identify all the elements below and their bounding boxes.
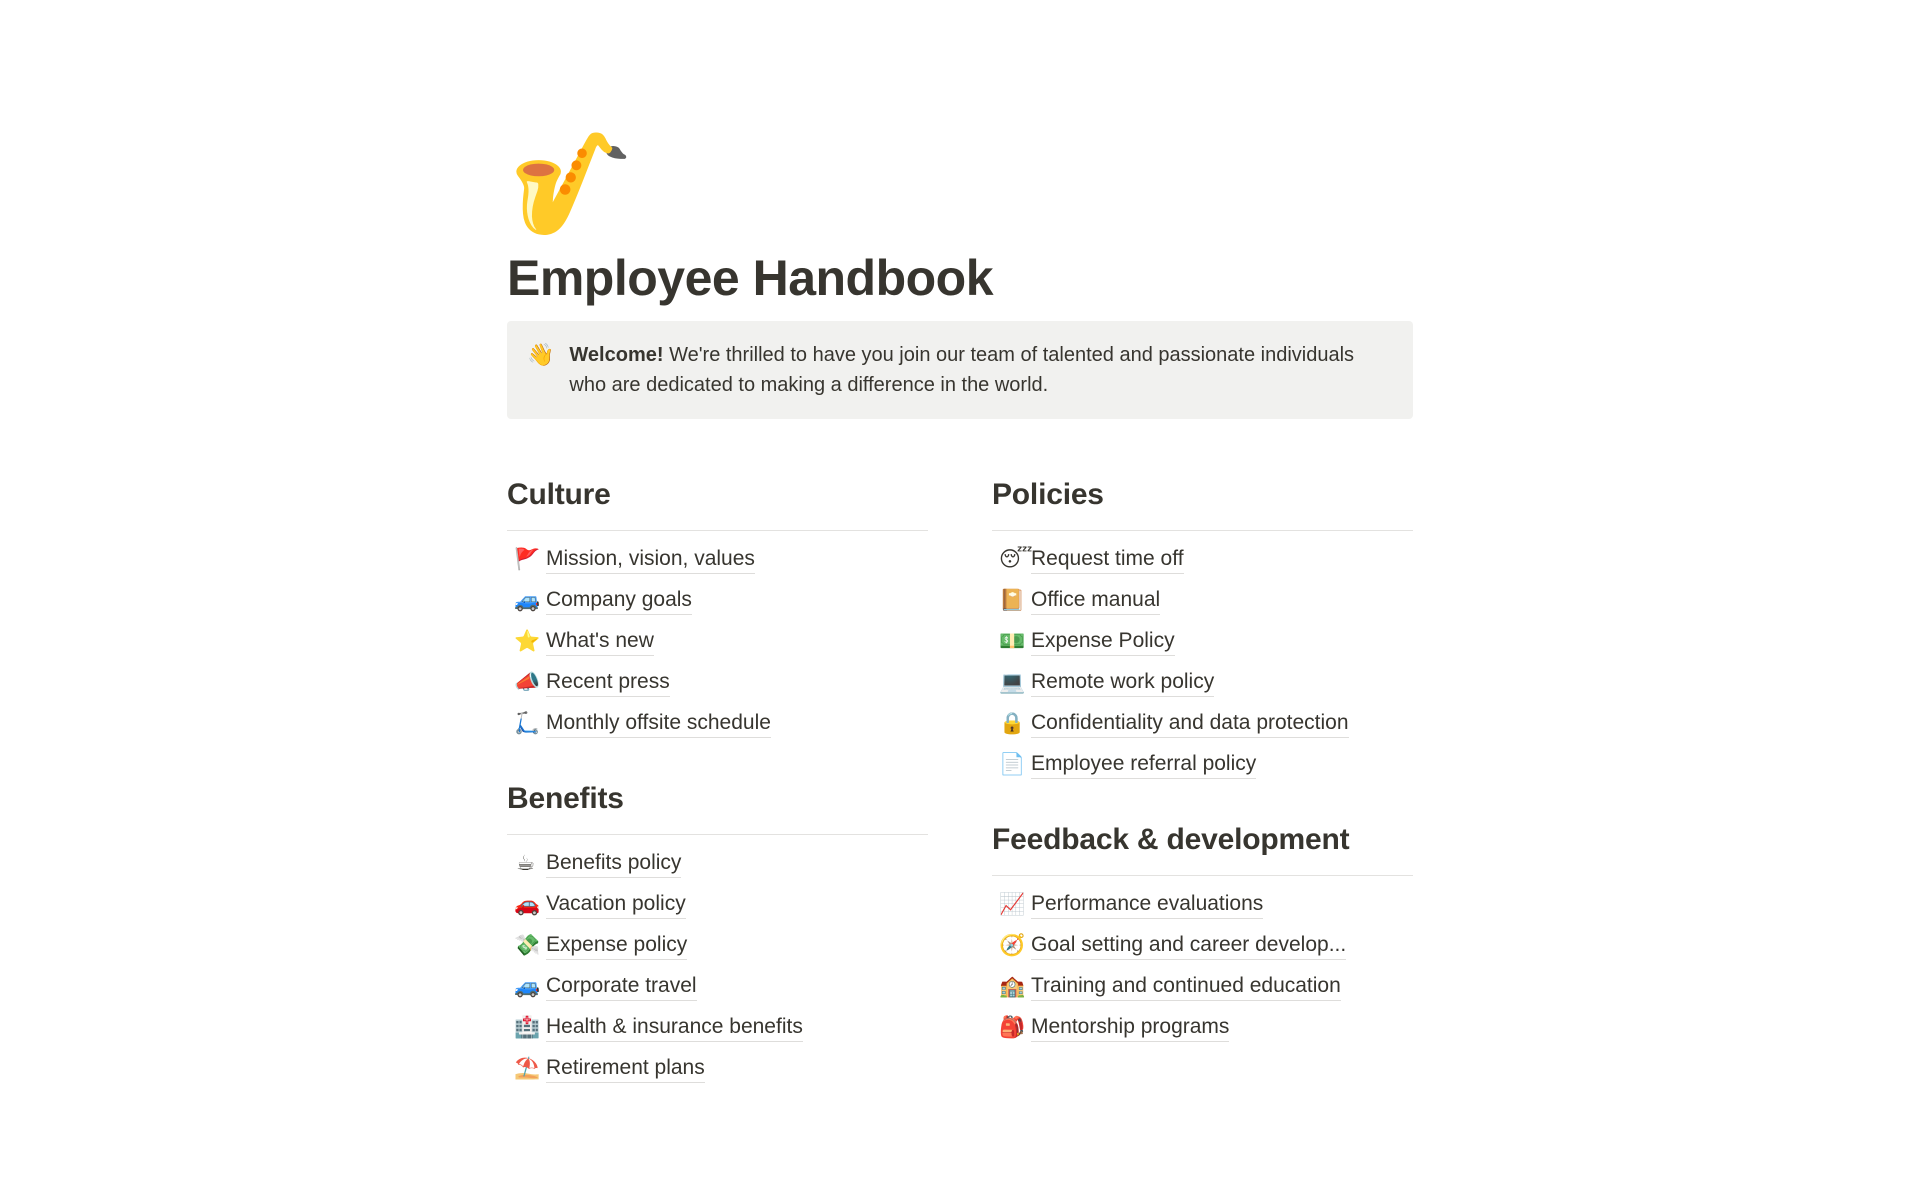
section-heading-policies: Policies xyxy=(992,478,1104,511)
compass-icon: 🧭 xyxy=(999,934,1026,957)
page-link-label: Vacation policy xyxy=(546,890,686,919)
page-link-label: What's new xyxy=(546,627,654,656)
backpack-icon: 🎒 xyxy=(999,1016,1026,1039)
right-column xyxy=(992,475,1413,1089)
page-link-confidentiality-data-protection[interactable] xyxy=(992,703,1413,744)
page-link-expense-policy[interactable] xyxy=(507,925,928,966)
megaphone-icon: 📣 xyxy=(514,671,541,694)
welcome-callout-body: We're thrilled to have you join our team of talented and passionate individuals who are dedicated to making a difference in the world. xyxy=(569,344,1355,396)
page-link-label: Training and continued education xyxy=(1031,972,1341,1001)
page-link-corporate-travel[interactable] xyxy=(507,966,928,1007)
page-link-request-time-off[interactable] xyxy=(992,539,1413,580)
divider xyxy=(507,530,928,531)
page-link-retirement-plans[interactable] xyxy=(507,1048,928,1089)
page-link-label: Confidentiality and data protection xyxy=(1031,709,1349,738)
notebook-icon: 📔 xyxy=(999,589,1026,612)
sleeping-face-icon: 😴 xyxy=(999,548,1033,571)
welcome-callout xyxy=(507,321,1413,419)
section-feedback-development xyxy=(992,820,1413,1048)
page-link-expense-policy-policies[interactable] xyxy=(992,621,1413,662)
divider xyxy=(992,530,1413,531)
page-link-employee-referral-policy[interactable] xyxy=(992,744,1413,785)
hospital-icon: 🏥 xyxy=(514,1016,541,1039)
page-link-mission-vision-values[interactable] xyxy=(507,539,928,580)
red-car-icon: 🚗 xyxy=(514,893,541,916)
page-link-label: Mentorship programs xyxy=(1031,1013,1229,1042)
page-link-label: Retirement plans xyxy=(546,1054,705,1083)
page-link-whats-new[interactable] xyxy=(507,621,928,662)
page-link-performance-evaluations[interactable] xyxy=(992,884,1413,925)
page-link-label: Corporate travel xyxy=(546,972,697,1001)
money-with-wings-icon: 💸 xyxy=(514,934,541,957)
beach-umbrella-icon: ⛱️ xyxy=(514,1057,541,1080)
school-icon: 🏫 xyxy=(999,975,1026,998)
page-link-office-manual[interactable] xyxy=(992,580,1413,621)
page-link-vacation-policy[interactable] xyxy=(507,884,928,925)
triangular-flag-icon: 🚩 xyxy=(514,548,541,571)
page-link-health-insurance-benefits[interactable] xyxy=(507,1007,928,1048)
divider xyxy=(992,875,1413,876)
chart-increasing-icon: 📈 xyxy=(999,893,1026,916)
welcome-callout-text xyxy=(569,340,1369,400)
kick-scooter-icon: 🛴 xyxy=(514,712,541,735)
blue-car-icon: 🚙 xyxy=(514,589,541,612)
star-icon: ⭐ xyxy=(514,630,541,653)
page-link-label: Expense policy xyxy=(546,931,687,960)
section-policies xyxy=(992,475,1413,785)
section-heading-feedback-development: Feedback & development xyxy=(992,823,1350,856)
welcome-callout-lead: Welcome! xyxy=(569,344,664,366)
document-page-icon: 📄 xyxy=(999,753,1026,776)
waving-hand-icon: 👋 xyxy=(527,342,555,367)
employee-handbook-page xyxy=(507,0,1413,1089)
section-heading-benefits: Benefits xyxy=(507,782,624,815)
blue-car-icon: 🚙 xyxy=(514,975,541,998)
page-link-label: Health & insurance benefits xyxy=(546,1013,803,1042)
lock-icon: 🔒 xyxy=(999,712,1026,735)
coffee-icon: ☕ xyxy=(516,852,535,875)
saxophone-page-icon[interactable]: 🎷 xyxy=(509,128,634,240)
section-heading-culture: Culture xyxy=(507,478,611,511)
page-link-goal-setting-career-development[interactable] xyxy=(992,925,1413,966)
page-link-label: Monthly offsite schedule xyxy=(546,709,771,738)
page-link-label: Request time off xyxy=(1031,545,1184,574)
page-link-label: Goal setting and career develop... xyxy=(1031,931,1346,960)
page-link-label: Remote work policy xyxy=(1031,668,1214,697)
page-link-monthly-offsite-schedule[interactable] xyxy=(507,703,928,744)
page-link-label: Mission, vision, values xyxy=(546,545,755,574)
page-link-company-goals[interactable] xyxy=(507,580,928,621)
page-link-benefits-policy[interactable] xyxy=(507,843,928,884)
content-columns xyxy=(507,475,1413,1089)
left-column xyxy=(507,475,928,1089)
divider xyxy=(507,834,928,835)
section-benefits xyxy=(507,779,928,1089)
dollar-banknote-icon: 💵 xyxy=(999,630,1026,653)
page-link-remote-work-policy[interactable] xyxy=(992,662,1413,703)
laptop-icon: 💻 xyxy=(999,671,1026,694)
page-link-label: Employee referral policy xyxy=(1031,750,1256,779)
page-link-label: Benefits policy xyxy=(546,849,681,878)
page-link-label: Office manual xyxy=(1031,586,1160,615)
page-link-label: Expense Policy xyxy=(1031,627,1175,656)
page-title: Employee Handbook xyxy=(507,250,994,306)
page-link-training-continued-education[interactable] xyxy=(992,966,1413,1007)
page-link-label: Recent press xyxy=(546,668,670,697)
page-link-recent-press[interactable] xyxy=(507,662,928,703)
section-culture xyxy=(507,475,928,744)
page-link-label: Performance evaluations xyxy=(1031,890,1263,919)
page-link-label: Company goals xyxy=(546,586,692,615)
page-link-mentorship-programs[interactable] xyxy=(992,1007,1413,1048)
